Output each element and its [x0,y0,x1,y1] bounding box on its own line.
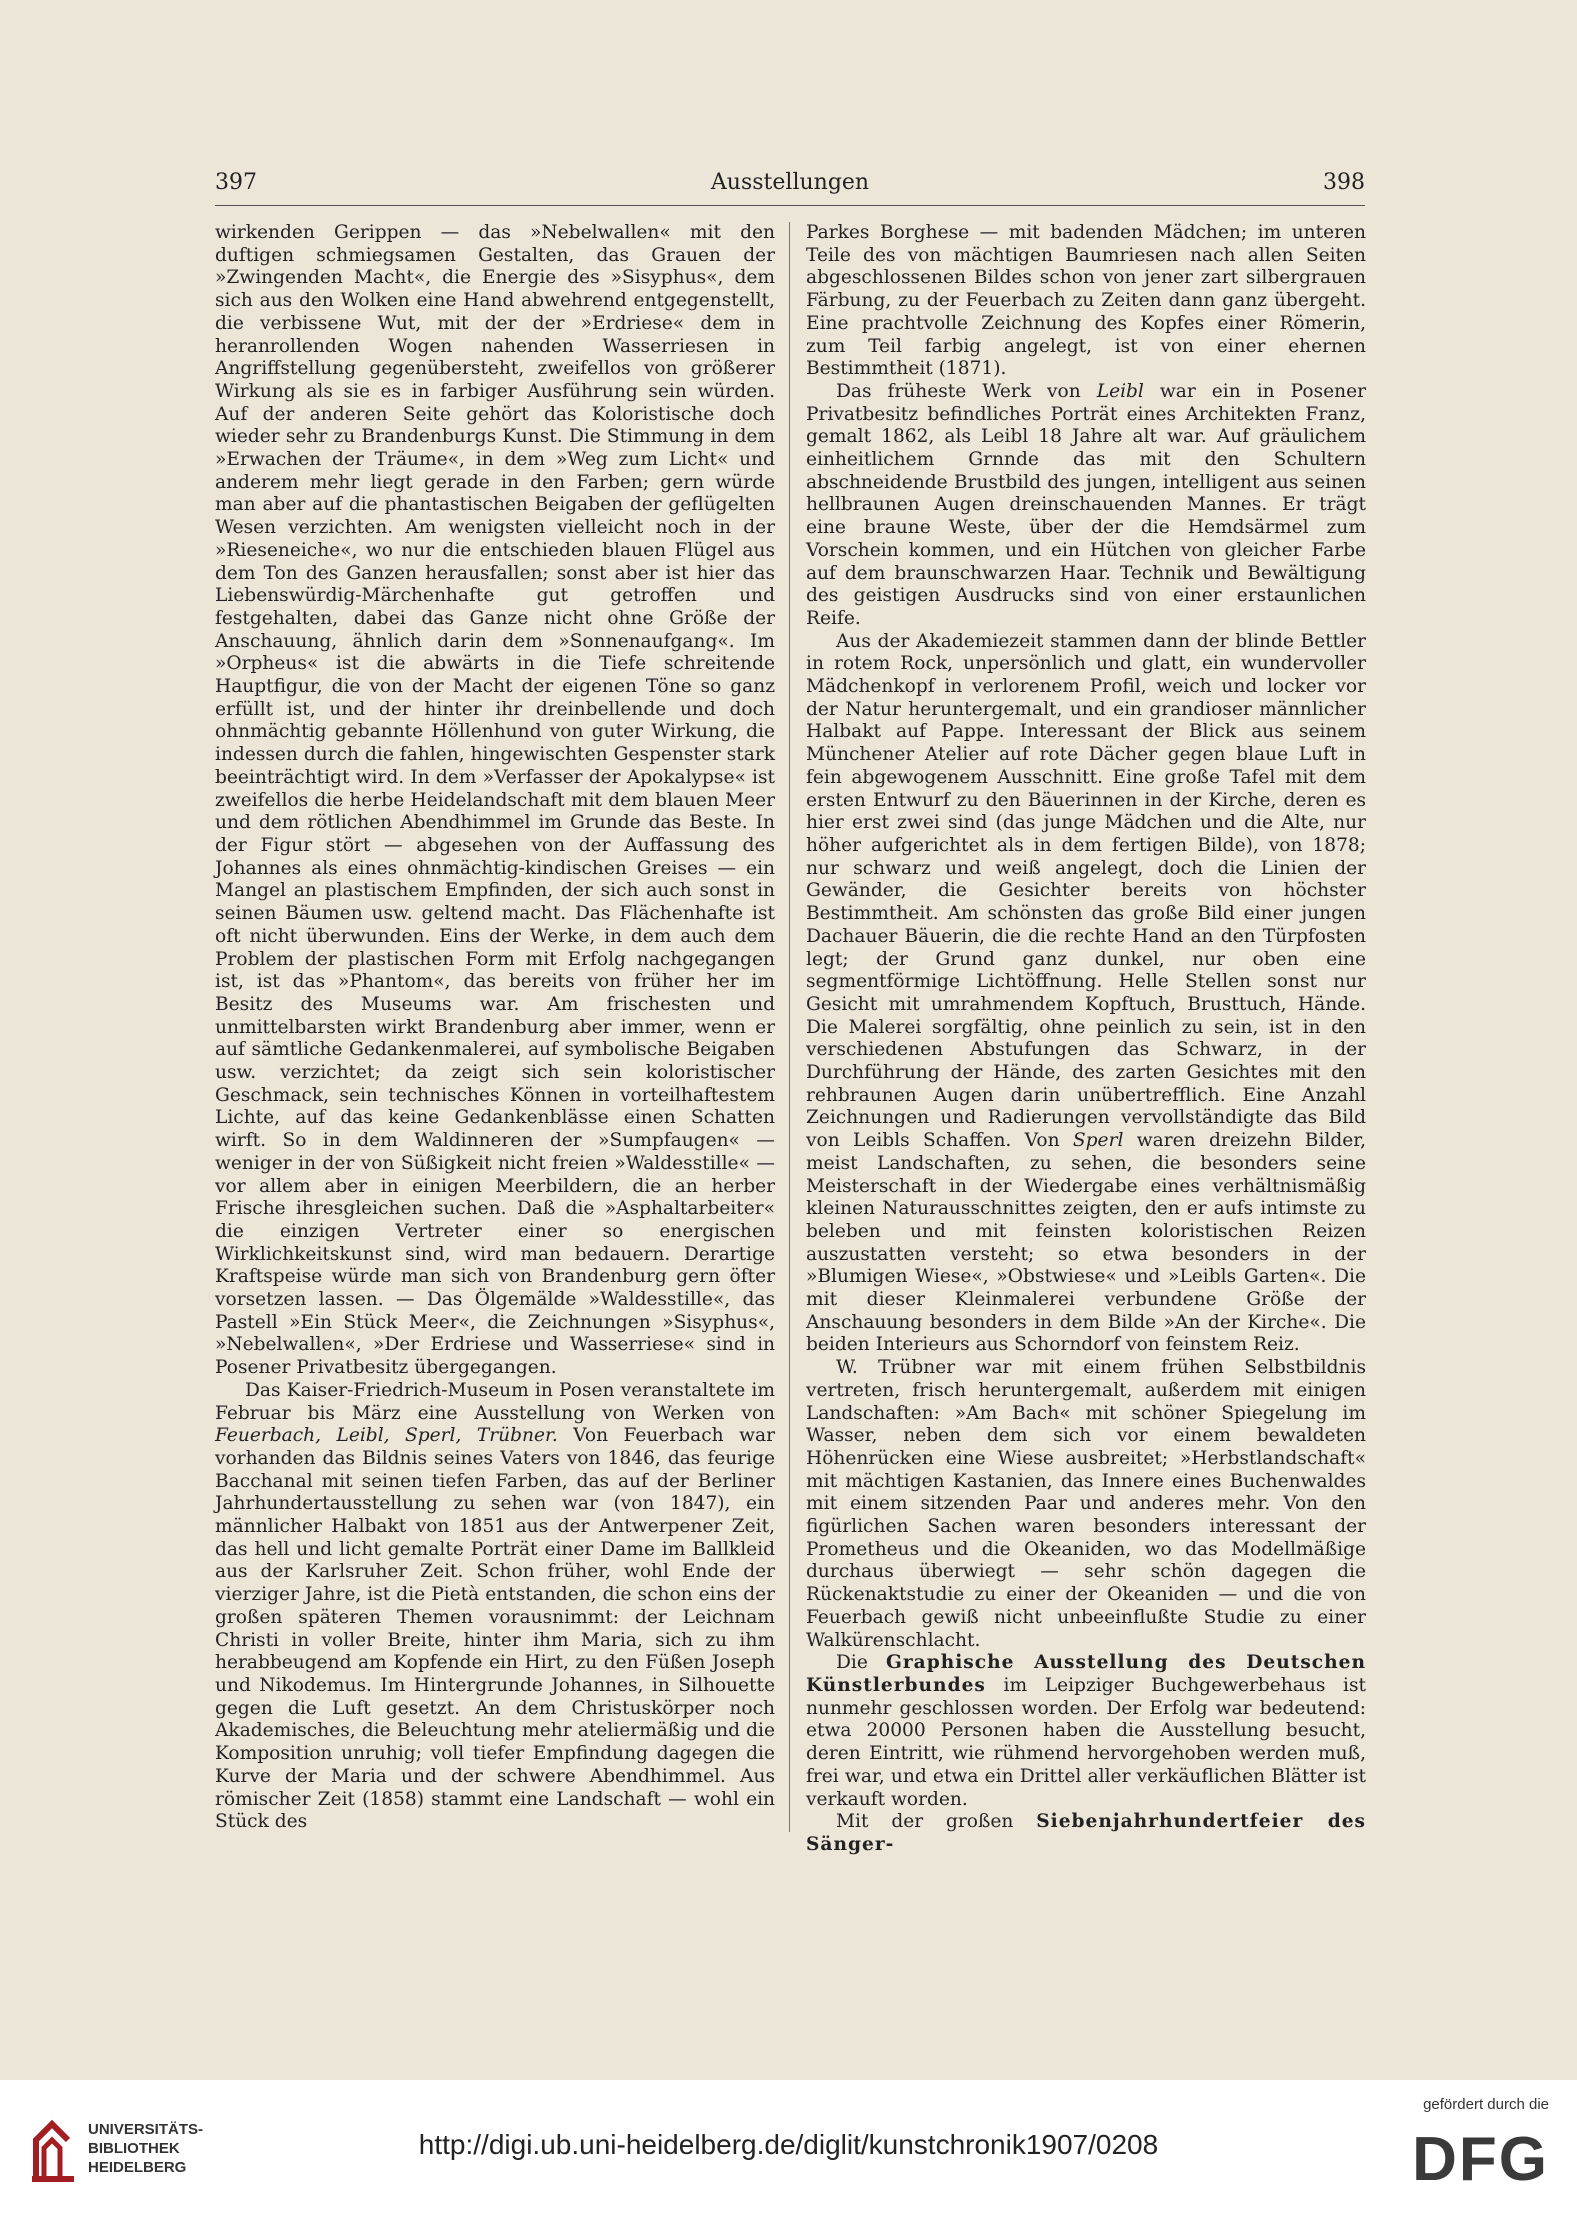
artist-name: Sperl [1072,1130,1124,1152]
artist-names: Feuerbach, Leibl, Sperl, Trübner. [215,1425,558,1447]
paragraph [806,1811,1366,1856]
footer-bar [0,2080,1577,2217]
running-title: Ausstellungen [710,170,870,195]
library-name-line: UNIVERSITÄTS- [88,2121,204,2138]
text-run: Von Feuerbach war vorhanden das Bildnis seines Vaters von 1846, das feurige Bacchanal mit seinen tiefen Farben, das auf der Berliner Jahrhundertausstellung zu sehen war (von 1847), ein männlicher Halbakt von 1851 aus der Antwerpener Zeit, das hell und licht gemalte Porträt einer Dame im Ballkleid aus der Karlsruher Zeit. Schon früher, wohl Ende der vierziger Jahre, ist die Pietà entstanden, die schon eins der großen späteren Themen vorausnimmt: der Leichnam Christi in voller Breite, hinter ihm Maria, sich zu ihm herabbeugend am Kopfende ein Hirt, zu den Füßen Joseph und Nikodemus. Im Hintergrunde Johannes, in Silhouette gegen die Luft gesetzt. An dem Christuskörper noch Akademisches, die Beleuchtung mehr ateliermäßig und die Komposition unruhig; voll tiefer Empfindung dagegen die Kurve der Maria und der schwere Abendhimmel. Aus römischer Zeit (1858) stammt eine Landschaft — wohl ein Stück des [215,1425,775,1833]
paragraph: Parkes Borghese — mit badenden Mädchen; im unteren Teile des von mächtigen Baumriesen nach allen Seiten abgeschlossenen Bildes schon von jener zart silbergrauen Färbung, zu der Feuerbach zu Zeiten dann ganz übergeht. Eine prachtvolle Zeichnung des Kopfes einer Römerin, zum Teil farbig angelegt, ist von einer ehernen Bestimmtheit (1871). [806,222,1366,380]
emphasized-title: Siebenjahrhundertfeier des Sänger- [806,1811,1366,1855]
text-run: Die [836,1652,886,1674]
page-number-right: 398 [1323,170,1365,195]
page-number-left: 397 [215,170,257,195]
text-run: Mit der großen [836,1811,1037,1833]
text-run: war ein in Posener Privatbesitz befindliches Porträt eines Architekten Franz, gemalt 1862, als Leibl 18 Jahre alt war. Auf gräulichem einheitlichem Grnnde das mit den Schultern abschneidende Brustbild des jungen, intelligent aus seinen hellbraunen Augen dreinschauenden Mannes. Er trägt eine braune Weste, über der die Hemdsärmel zum Vorschein kommen, und ein Hütchen von gleicher Farbe auf dem braunschwarzen Haar. Technik und Bewältigung des geistigen Ausdrucks sind von einer erstaunlichen Reife. [806,380,1366,629]
emphasized-title: Graphische Ausstellung des Deutschen Künstlerbundes [806,1652,1366,1696]
column-divider [789,222,790,1832]
text-run: Das früheste Werk von [836,380,1097,402]
paragraph: wirkenden Gerippen — das »Nebelwallen« mit den duftigen schmiegsamen Gestalten, das Grauen der »Zwingenden Macht«, die Energie des »Sisyphus«, dem sich aus den Wolken eine Hand abwehrend entgegenstellt, die verbissene Wut, mit der der »Erdriese« dem in heranrollenden Wogen nahenden Wasserriesen in Angriffstellung gegenübersteht, zweifellos von größerer Wirkung als sie es in farbiger Ausführung sein würden. Auf der anderen Seite gehört das Koloristische doch wieder sehr zu Brandenburgs Kunst. Die Stimmung in dem »Erwachen der Träume«, in dem »Weg zum Licht« und anderem mehr liegt gerade in den Farben; gern würde man aber auf die phantastischen Beigaben der geflügelten Wesen verzichten. Am wenigsten vielleicht noch in der »Rieseneiche«, wo nur die entschieden blauen Flügel aus dem Ton des Ganzen herausfallen; sonst aber ist hier das Liebenswürdig-Märchenhafte gut getroffen und festgehalten, dabei das Ganze nicht ohne Größe der Anschauung, ähnlich darin dem »Sonnenaufgang«. Im »Orpheus« ist die abwärts in die Tiefe schreitende Hauptfigur, die von der Macht der eigenen Töne so ganz erfüllt ist, und der hinter ihr dreinbellende und doch ohnmächtig gebannte Höllenhund von guter Wirkung, die indessen durch die fahlen, hingewischten Gespenster stark beeinträchtigt wird. In dem »Verfasser der Apokalypse« ist zweifellos die herbe Heidelandschaft mit dem blauen Meer und dem rötlichen Abendhimmel im Grunde das Beste. In der Figur stört — abgesehen von der Auffassung des Johannes als eines ohnmächtig-kindischen Greises — ein Mangel an plastischem Empfinden, der sich auch sonst in seinen Bäumen usw. geltend macht. Das Flächenhafte ist oft nicht überwunden. Eins der Werke, in dem auch dem Problem der plastischen Form mit Erfolg nachgegangen ist, ist das »Phantom«, das bereits von früher her im Besitz des Museums war. Am frischesten und unmittelbarsten wirkt Brandenburg aber immer, wenn er auf sämtliche Gedankenmalerei, auf symbolische Beigaben usw. verzichtet; da zeigt sich sein koloristischer Geschmack, sein technisches Können in vorteilhaftestem Lichte, auf das keine Gedankenblässe einen Schatten wirft. So in dem Waldinneren der »Sumpfaugen« — weniger in der von Süßigkeit nicht freien »Waldesstille« — vor allem aber in einigen Meerbildern, die an herber Frische ihresgleichen suchen. Daß die »Asphaltarbeiter« die einzigen Vertreter einer so energischen Wirklichkeitskunst sind, wird man bedauern. Derartige Kraftspeise würde man sich von Brandenburg gern öfter vorsetzen lassen. — Das Ölgemälde »Waldesstille«, das Pastell »Ein Stück Meer«, die Zeichnungen »Sisyphus«, »Nebelwallen«, »Der Erdriese und Wasserriese« sind in Posener Privatbesitz übergegangen. [215,222,775,1379]
dfg-logo: DFG [1412,2125,1549,2194]
text-run: waren dreizehn Bilder, meist Landschaften, zu sehen, die besonders seine Meisterschaft in der Wiedergabe eines verhältnismäßig kleinen Naturausschnittes zeigten, den er aufs intimste zu beleben und mit feinsten koloristischen Reizen auszustatten versteht; so etwa besonders in der »Blumigen Wiese«, »Obstwiese« und »Leibls Garten«. Die mit dieser Kleinmalerei verbundene Größe der Anschauung besonders in dem Bilde »An der Kirche«. Die beiden Interieurs aus Schorndorf von feinstem Reiz. [806,1130,1366,1356]
text-run: im Leipziger Buchgewerbehaus ist nunmehr geschlossen worden. Der Erfolg war bedeutend: etwa 20000 Personen haben die Ausstellung besucht, deren Eintritt, wie rühmend hervorgehoben werden muß, frei war, und etwa ein Drittel aller verkäuflichen Blätter ist verkauft worden. [806,1675,1366,1810]
text-run: Das Kaiser-Friedrich-Museum in Posen veranstaltete im Februar bis März eine Ausstellung von Werken von [215,1379,775,1424]
text-run: Aus der Akademiezeit stammen dann der blinde Bettler in rotem Rock, unpersönlich und glatt, ein wundervoller Mädchenkopf in verlorenem Profil, weich und locker vor der Natur heruntergemalt, und ein grandioser männlicher Halbakt auf Pappe. Interessant der Blick aus seinem Münchener Atelier auf rote Dächer gegen blaue Luft in fein abgewogenem Ausschnitt. Eine große Tafel mit dem ersten Entwurf zu den Bäuerinnen in der Kirche, deren es hier erst zwei sind (das junge Mädchen und die Alte, nur höher aufgerichtet als in dem fertigen Bilde), von 1878; nur schwarz und weiß angelegt, doch die Linien der Gewänder, die Gesichter bereits von höchster Bestimmtheit. Am schönsten das große Bild einer jungen Dachauer Bäuerin, die die rechte Hand an den Türpfosten legt; der Grund ganz dunkel, nur oben eine segmentförmige Lichtöffnung. Helle Stellen sonst nur Gesicht mit umrahmendem Kopftuch, Brusttuch, Hände. Die Malerei sorgfältig, ohne peinlich zu sein, ist in den verschiedenen Abstufungen das Schwarz, in der Durchführung der Hände, des zarten Gesichtes mit den rehbraunen Augen darin unübertrefflich. Eine Anzahl Zeichnungen und Radierungen vervollständigte das Bild von Leibls Schaffen. Von [806,630,1366,1152]
permalink-url[interactable]: http://digi.ub.uni-heidelberg.de/diglit/kunstchronik1907/0208 [418,2129,1159,2160]
running-header [215,170,1365,210]
right-column [806,222,1366,1857]
paragraph [806,381,1366,631]
paragraph [215,1380,775,1834]
library-name-line: BIBLIOTHEK [88,2140,180,2157]
paragraph: W. Trübner war mit einem frühen Selbstbildnis vertreten, frisch heruntergemalt, außerdem mit einigen Landschaften: »Am Bach« mit schöner Spiegelung im Wasser, neben dem sich vor einem bewaldeten Höhenrücken eine Wiese ausbreitet; »Herbstlandschaft« mit mächtigen Kastanien, das Innere eines Buchenwaldes mit einem sitzenden Paar und anderes mehr. Von den figürlichen Sachen waren besonders interessant der Prometheus und die Okeaniden, wo das Modellmäßige durchaus überwiegt — sehr schön dagegen die Rückenaktstudie zu einer der Okeaniden — und die von Feuerbach gewiß nicht unbeeinflußte Studie zu einer Walkürenschlacht. [806,1357,1366,1651]
library-name-line: HEIDELBERG [88,2159,187,2176]
left-column [215,222,775,1834]
paragraph [806,1652,1366,1811]
artist-name: Leibl [1096,380,1144,402]
header-rule [215,205,1365,206]
paragraph [806,631,1366,1358]
funding-label: gefördert durch die [1423,2096,1549,2113]
